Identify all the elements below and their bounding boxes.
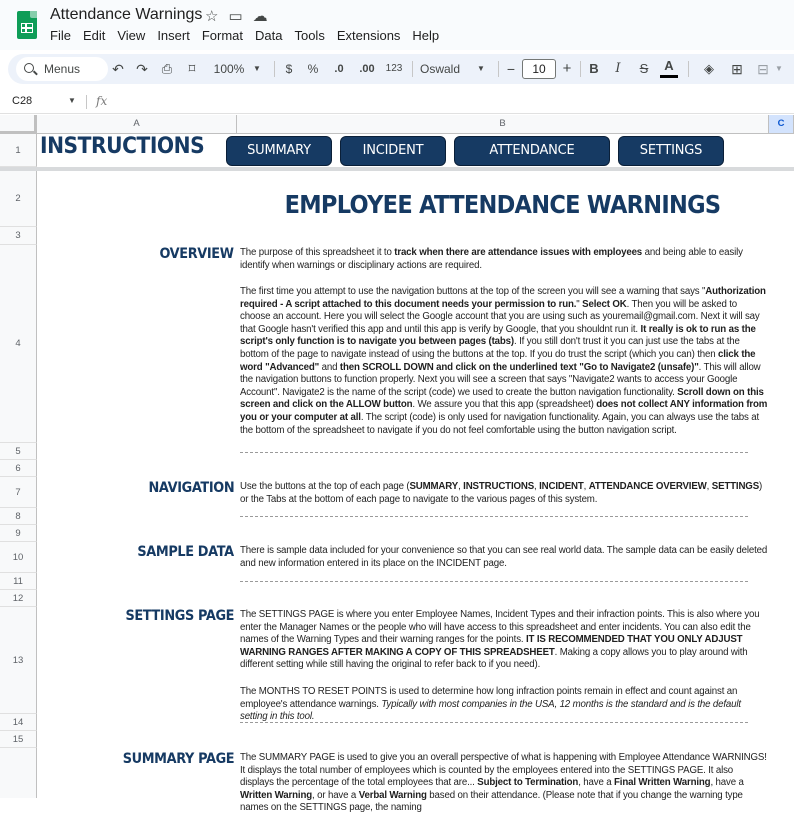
search-menus-input[interactable] bbox=[16, 57, 108, 81]
main-heading: EMPLOYEE ATTENDANCE WARNINGS bbox=[284, 190, 721, 219]
merge-caret-icon[interactable]: ▼ bbox=[775, 64, 783, 73]
menu-insert[interactable]: Insert bbox=[157, 28, 190, 43]
decrease-font-size-button[interactable]: − bbox=[506, 61, 516, 77]
fx-icon: fx bbox=[96, 94, 108, 108]
row-header-9[interactable]: 9 bbox=[0, 525, 37, 542]
decrease-decimal-button[interactable]: .0 bbox=[334, 63, 344, 75]
summary-page-heading: SUMMARY PAGE bbox=[122, 751, 234, 767]
nav-summary-button[interactable]: SUMMARY bbox=[226, 136, 332, 166]
navigation-paragraph: Use the buttons at the top of each page (SUMMARY, INSTRUCTIONS, INCIDENT, ATTENDANCE OVERVIEW, SETTINGS) or the Tabs at the bottom of each page to navigate to the various pages of this system. bbox=[240, 481, 763, 505]
frozen-row-divider[interactable] bbox=[0, 167, 794, 171]
row-header-3[interactable]: 3 bbox=[0, 227, 37, 245]
name-box[interactable]: C28 bbox=[12, 95, 33, 107]
divider bbox=[240, 516, 748, 517]
undo-icon[interactable]: ↶ bbox=[112, 61, 124, 77]
page-title: INSTRUCTIONS bbox=[40, 134, 205, 159]
menu-edit[interactable]: Edit bbox=[82, 28, 106, 43]
nav-attendance-overview-button[interactable]: ATTENDANCE OVERVIEW bbox=[454, 136, 610, 166]
sheets-logo-icon[interactable] bbox=[17, 11, 37, 39]
star-icon[interactable]: ☆ bbox=[205, 8, 219, 25]
row-header-12[interactable]: 12 bbox=[0, 590, 37, 607]
menu-tools[interactable]: Tools bbox=[294, 28, 325, 43]
currency-format-button[interactable]: $ bbox=[285, 62, 293, 76]
sample-data-heading: SAMPLE DATA bbox=[137, 544, 234, 560]
zoom-select[interactable]: 100% bbox=[213, 62, 245, 76]
document-title[interactable]: Attendance Warnings bbox=[50, 6, 203, 23]
percent-format-button[interactable]: % bbox=[307, 62, 319, 76]
column-header-c[interactable]: C bbox=[769, 115, 794, 134]
menu-data[interactable]: Data bbox=[255, 28, 283, 43]
column-header-b[interactable]: B bbox=[237, 115, 769, 134]
overview-heading: OVERVIEW bbox=[159, 246, 234, 262]
redo-icon[interactable]: ↷ bbox=[136, 61, 148, 77]
font-size-input[interactable]: 10 bbox=[522, 59, 556, 79]
overview-paragraph-1: The purpose of this spreadsheet it to track when there are attendance issues with employees and being able to easily identify when warnings or disciplinary actions are required. bbox=[240, 247, 743, 271]
name-box-caret-icon[interactable]: ▼ bbox=[68, 96, 76, 105]
sample-data-paragraph: There is sample data included for your convenience so that you can see real world data. The sample data can be easily deleted and new information entered in its place on the INCIDENT page. bbox=[240, 545, 768, 569]
merge-cells-icon[interactable]: ⊟ bbox=[757, 61, 769, 77]
title-bar bbox=[0, 0, 794, 50]
menu-bar bbox=[50, 28, 451, 43]
paint-format-icon[interactable]: ⌑ bbox=[188, 61, 196, 76]
navigation-heading: NAVIGATION bbox=[148, 480, 234, 496]
font-caret-icon[interactable]: ▼ bbox=[477, 64, 485, 73]
settings-page-paragraph-1: The SETTINGS PAGE is where you enter Employee Names, Incident Types and their infraction points. This is also where you enter the Manager Names or the people who will have access to this spreadsheet and enter incidents. You can also edit the names of the Warning Types and their warning ranges for the points. IT IS RECOMMENDED THAT YOU ONLY ADJUST WARNING RANGES AFTER MAKING A COPY OF THIS SPREADSHEET. Making a copy allows you to play around with different setting while still having the original to refer back to if you need). bbox=[240, 609, 760, 671]
search-icon bbox=[24, 63, 34, 73]
menu-view[interactable]: View bbox=[117, 28, 146, 43]
summary-page-paragraph: The SUMMARY PAGE is used to give you an overall perspective of what is happening with Employee Attendance WARNINGS! It displays the total number of employees which is counted by the employees entered into the SETTINGS PAGE. It also displays the percentage of the total employees that are... Subject to Termination, have a Final Written Warning, have a Written Warning, or have a Verbal Warning based on their attendance. (Please note that if you change the warning type names on the SETTINGS page, the naming bbox=[240, 752, 767, 814]
italic-button[interactable]: I bbox=[615, 61, 621, 76]
menu-file[interactable]: File bbox=[50, 28, 71, 43]
column-header-a[interactable]: A bbox=[37, 115, 237, 134]
row-header-13[interactable]: 13 bbox=[0, 607, 37, 714]
zoom-caret-icon[interactable]: ▼ bbox=[253, 64, 261, 73]
menu-extensions[interactable]: Extensions bbox=[336, 28, 401, 43]
settings-page-heading: SETTINGS PAGE bbox=[125, 608, 234, 624]
toolbar bbox=[8, 54, 794, 84]
formula-bar bbox=[0, 90, 794, 114]
row-header-16-partial[interactable] bbox=[0, 748, 37, 798]
cloud-status-icon[interactable]: ☁ bbox=[252, 8, 268, 25]
bold-button[interactable]: B bbox=[589, 61, 599, 76]
row-header-15[interactable]: 15 bbox=[0, 731, 37, 748]
font-select[interactable]: Oswald bbox=[420, 62, 461, 76]
divider bbox=[240, 452, 748, 453]
row-header-1[interactable]: 1 bbox=[0, 134, 37, 167]
strikethrough-button[interactable]: S bbox=[639, 61, 649, 76]
nav-settings-button[interactable]: SETTINGS bbox=[618, 136, 724, 166]
borders-icon[interactable]: ⊞ bbox=[731, 61, 743, 77]
number-format-button[interactable]: 123 bbox=[385, 63, 403, 74]
increase-font-size-button[interactable]: + bbox=[562, 60, 572, 77]
print-icon[interactable]: ⎙ bbox=[161, 61, 173, 76]
row-header-7[interactable]: 7 bbox=[0, 477, 37, 508]
menu-format[interactable]: Format bbox=[201, 28, 243, 43]
row-header-6[interactable]: 6 bbox=[0, 460, 37, 477]
increase-decimal-button[interactable]: .00 bbox=[359, 63, 375, 75]
menu-help[interactable]: Help bbox=[412, 28, 440, 43]
row-header-11[interactable]: 11 bbox=[0, 573, 37, 590]
settings-page-paragraph-2: The MONTHS TO RESET POINTS is used to determine how long infraction points remain in effect and count against an employee's attendance warnings. Typically with most companies in the USA, 12 months is the standard and is the default setting in this tool. bbox=[240, 686, 741, 723]
fill-color-icon[interactable]: ◈ bbox=[704, 61, 714, 76]
divider bbox=[240, 722, 748, 723]
row-header-5[interactable]: 5 bbox=[0, 443, 37, 460]
nav-incident-button[interactable]: INCIDENT bbox=[340, 136, 446, 166]
search-menus-label: Menus bbox=[44, 62, 81, 76]
text-color-button[interactable]: A bbox=[660, 54, 678, 78]
row-header-4[interactable]: 4 bbox=[0, 245, 37, 443]
overview-paragraph-2: The first time you attempt to use the navigation buttons at the top of the screen you will see a warning that says "Authorization required - A script attached to this document needs your permission to run." Select OK. Then you will be asked to choose an account. Here you will select the Google account that you are using such as youremail@gmail.com. Next it will say that Google hasn't verified this app and until this app is verify by Google, that you shouldnt run it. It really is ok to run as the script's only function is to navigate you between pages (tabs). If you still don't trust it you can just use the tabs at the bottom of the page to navigate instead of using the buttons at the top. If you do trust the script (which you can) then click the word "Advanced" and then SCROLL DOWN and click on the underlined text "Go to Navigate2 (unsafe)". This will allow the navigation buttons to function properly. Next you will see a screen that says "Navigate2 wants to access your Google Account". Navigate2 is the name of the script (code) we used to create the button navigation functionality. Scroll down on this screen and click on the ALLOW button. We assure you that this app (spreadsheet) does not collect ANY information from you or your computer at all. The script (code) is only used for navigation functionality. Again, you can always use the tabs at the bottom of the spreadsheet to navigate if you do not feel comfortable using the button navigation script. bbox=[240, 286, 768, 436]
select-all-corner[interactable] bbox=[0, 115, 37, 134]
row-header-10[interactable]: 10 bbox=[0, 542, 37, 573]
row-header-2[interactable]: 2 bbox=[0, 171, 37, 227]
row-header-8[interactable]: 8 bbox=[0, 508, 37, 525]
move-folder-icon[interactable]: ▭ bbox=[228, 8, 243, 25]
divider bbox=[240, 581, 748, 582]
row-header-14[interactable]: 14 bbox=[0, 714, 37, 731]
